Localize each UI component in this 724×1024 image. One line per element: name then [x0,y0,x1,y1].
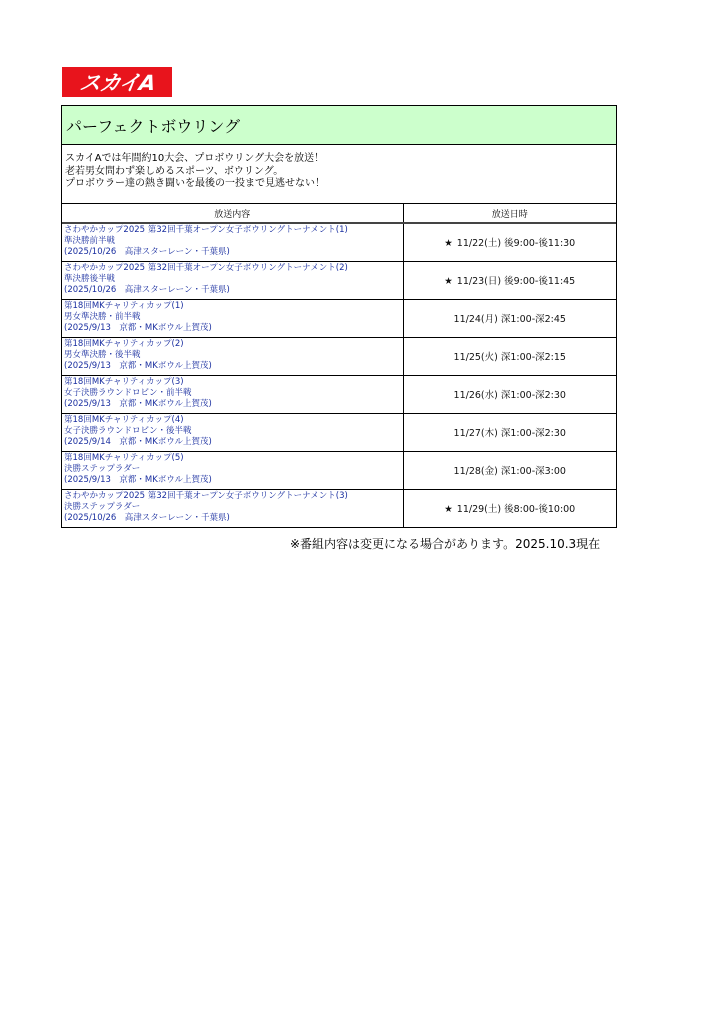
airtime-text: 11/26(水) 深1:00-深2:30 [453,390,566,401]
program-venue: (2025/10/26 高津スターレーン・千葉県) [64,284,230,295]
program-round: 男女準決勝・後半戦 [64,349,141,360]
program-content [62,451,403,489]
program-airtime [403,451,616,489]
header-airtime: 放送日時 [403,204,616,223]
table-row [62,299,616,337]
program-content [62,299,403,337]
airtime-text: 11/22(土) 後9:00-後11:30 [456,238,576,250]
program-round: 準決勝前半戦 [64,236,116,246]
star-icon: ★ [444,504,453,516]
program-content [62,261,403,299]
airtime-text: 11/23(日) 後9:00-後11:45 [456,276,576,287]
program-title: さわやかカップ2025 第32回千葉オープン女子ボウリングトーナメント(3) [64,490,348,501]
airtime-text: 11/27(木) 深1:00-深2:30 [453,428,566,439]
program-content [62,413,403,451]
program-venue: (2025/9/13 京都・MKボウル上賀茂) [64,474,212,485]
airtime-text: 11/29(土) 後8:00-後10:00 [456,504,576,516]
program-title: 第18回MKチャリティカップ(3) [64,376,184,387]
table-row [62,223,616,261]
page-title: パーフェクトボウリング [62,106,616,145]
description-line: スカイAでは年間約10大会、プロボウリング大会を放送！ [65,153,325,164]
description-line: プロボウラー達の熱き闘いを最後の一投まで見逃せない！ [65,178,325,189]
program-round: 男女準決勝・前半戦 [64,311,141,322]
airtime-text: 11/24(月) 深1:00-深2:45 [453,314,566,325]
program-airtime [403,413,616,451]
program-content [62,337,403,375]
disclaimer-note: ※番組内容は変更になる場合があります。2025.10.3現在 [290,537,601,551]
program-round: 準決勝後半戦 [64,273,116,284]
program-venue: (2025/9/14 京都・MKボウル上賀茂) [64,436,212,447]
table-row [62,261,616,299]
table-row [62,375,616,413]
program-venue: (2025/10/26 高津スターレーン・千葉県) [64,512,230,523]
program-title: 第18回MKチャリティカップ(2) [64,338,184,349]
program-round: 決勝ステップラダー [64,463,141,474]
schedule-sheet [61,105,617,528]
program-title: さわやかカップ2025 第32回千葉オープン女子ボウリングトーナメント(2) [64,262,348,273]
program-airtime [403,299,616,337]
table-row [62,337,616,375]
program-airtime [403,489,616,527]
airtime-text: 11/25(火) 深1:00-深2:15 [453,352,566,363]
program-title: 第18回MKチャリティカップ(1) [64,300,184,311]
description [62,145,616,204]
table-row [62,451,616,489]
schedule-table [62,204,616,527]
table-row [62,413,616,451]
star-icon: ★ [444,276,453,287]
program-content [62,223,403,261]
star-icon: ★ [444,238,453,250]
table-row [62,489,616,527]
program-title: 第18回MKチャリティカップ(5) [64,452,184,463]
program-title: 第18回MKチャリティカップ(4) [64,414,184,425]
program-content [62,375,403,413]
program-content [62,489,403,527]
program-venue: (2025/10/26 高津スターレーン・千葉県) [64,247,230,257]
program-venue: (2025/9/13 京都・MKボウル上賀茂) [64,360,212,371]
program-airtime [403,223,616,261]
program-venue: (2025/9/13 京都・MKボウル上賀茂) [64,398,212,409]
header-content: 放送内容 [62,204,403,223]
program-airtime [403,337,616,375]
table-header-row [62,204,616,223]
description-line: 老若男女問わず楽しめるスポーツ、ボウリング。 [65,165,284,177]
program-round: 女子決勝ラウンドロビン・前半戦 [64,387,192,398]
program-airtime [403,375,616,413]
airtime-text: 11/28(金) 深1:00-深3:00 [453,466,566,477]
program-title: さわやかカップ2025 第32回千葉オープン女子ボウリングトーナメント(1) [64,225,348,235]
program-airtime [403,261,616,299]
skya-logo [62,67,172,97]
program-round: 女子決勝ラウンドロビン・後半戦 [64,425,192,436]
logo-text: スカイA [77,71,156,95]
program-venue: (2025/9/13 京都・MKボウル上賀茂) [64,322,212,333]
program-round: 決勝ステップラダー [64,501,141,512]
